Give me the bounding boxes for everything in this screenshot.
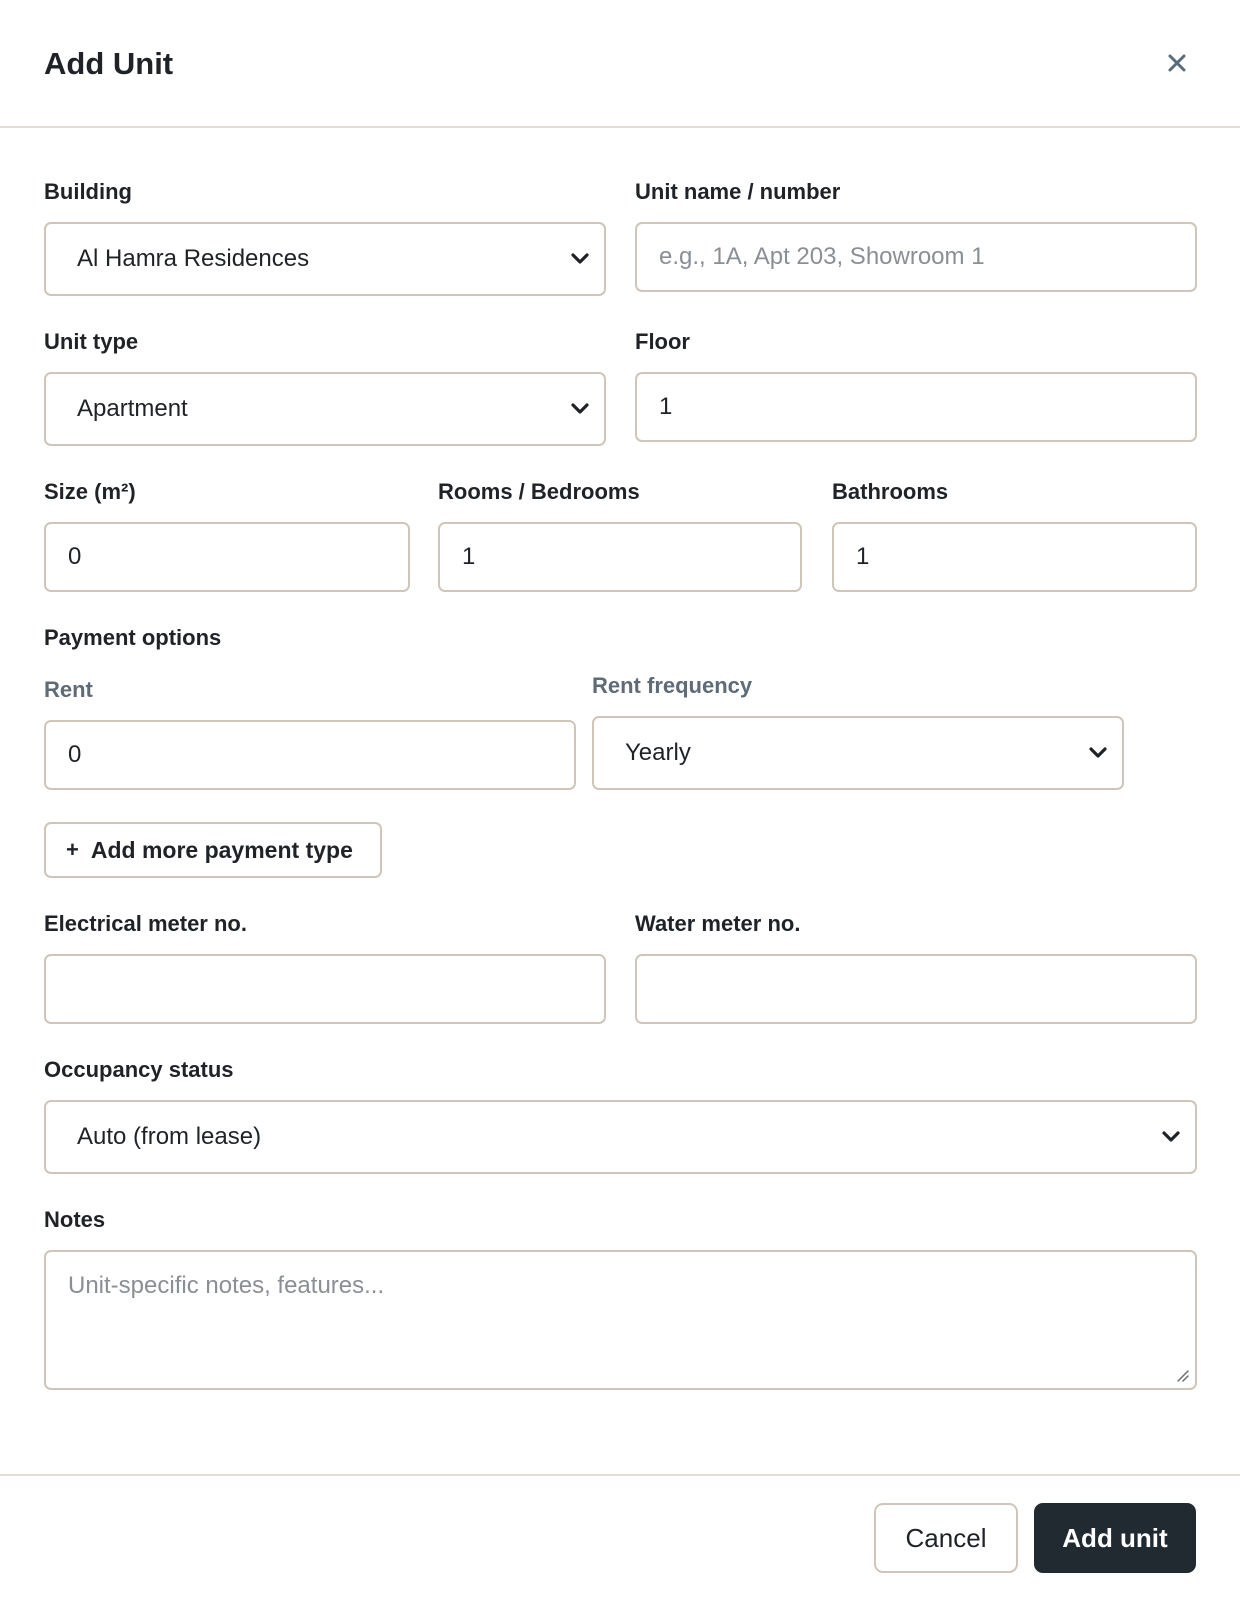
footer-divider bbox=[0, 1474, 1240, 1476]
rent-input[interactable] bbox=[44, 720, 576, 790]
building-value: Al Hamra Residences bbox=[77, 245, 310, 272]
size-label: Size (m²) bbox=[44, 479, 136, 504]
unit-name-label: Unit name / number bbox=[635, 179, 841, 204]
plus-icon: + bbox=[66, 837, 79, 862]
notes-label: Notes bbox=[44, 1207, 106, 1232]
unit-type-value: Apartment bbox=[77, 395, 188, 422]
rooms-value: 1 bbox=[462, 543, 476, 570]
floor-input[interactable] bbox=[635, 372, 1197, 442]
electrical-meter-input[interactable] bbox=[44, 954, 606, 1024]
notes-placeholder: Unit-specific notes, features... bbox=[68, 1272, 385, 1299]
close-button[interactable] bbox=[1160, 46, 1194, 80]
cancel-button[interactable]: Cancel bbox=[874, 1503, 1018, 1573]
building-label: Building bbox=[44, 179, 132, 204]
rooms-input[interactable] bbox=[438, 522, 802, 592]
electrical-meter-label: Electrical meter no. bbox=[44, 911, 247, 936]
bathrooms-input[interactable] bbox=[832, 522, 1197, 592]
floor-label: Floor bbox=[635, 329, 690, 354]
add-payment-type-button[interactable] bbox=[44, 822, 382, 878]
close-icon bbox=[1167, 53, 1187, 73]
chevron-down-icon bbox=[570, 252, 590, 266]
add-payment-type-label: Add more payment type bbox=[90, 836, 353, 863]
size-input[interactable] bbox=[44, 522, 410, 592]
resize-handle-icon[interactable] bbox=[1175, 1368, 1189, 1382]
chevron-down-icon bbox=[1161, 1130, 1181, 1144]
rent-frequency-select[interactable] bbox=[592, 716, 1124, 790]
unit-type-select[interactable] bbox=[44, 372, 606, 446]
rent-frequency-label: Rent frequency bbox=[592, 673, 753, 698]
bathrooms-label: Bathrooms bbox=[832, 479, 949, 504]
dialog-header bbox=[0, 0, 1240, 128]
rent-value: 0 bbox=[68, 741, 82, 768]
unit-name-input[interactable] bbox=[635, 222, 1197, 292]
notes-textarea[interactable] bbox=[44, 1250, 1197, 1390]
chevron-down-icon bbox=[1088, 746, 1108, 760]
water-meter-label: Water meter no. bbox=[635, 911, 801, 936]
payment-options-label: Payment options bbox=[44, 625, 222, 650]
chevron-down-icon bbox=[570, 402, 590, 416]
occupancy-select[interactable] bbox=[44, 1100, 1197, 1174]
water-meter-input[interactable] bbox=[635, 954, 1197, 1024]
unit-type-label: Unit type bbox=[44, 329, 139, 354]
dialog-title: Add Unit bbox=[44, 46, 174, 81]
rooms-label: Rooms / Bedrooms bbox=[438, 479, 640, 504]
building-select[interactable] bbox=[44, 222, 606, 296]
rent-frequency-value: Yearly bbox=[625, 739, 691, 766]
add-unit-button[interactable]: Add unit bbox=[1034, 1503, 1196, 1573]
floor-value: 1 bbox=[659, 393, 673, 420]
rent-label: Rent bbox=[44, 677, 93, 702]
size-value: 0 bbox=[68, 543, 82, 570]
unit-name-placeholder: e.g., 1A, Apt 203, Showroom 1 bbox=[659, 243, 985, 270]
occupancy-label: Occupancy status bbox=[44, 1057, 234, 1082]
occupancy-value: Auto (from lease) bbox=[77, 1123, 262, 1150]
bathrooms-value: 1 bbox=[856, 543, 870, 570]
